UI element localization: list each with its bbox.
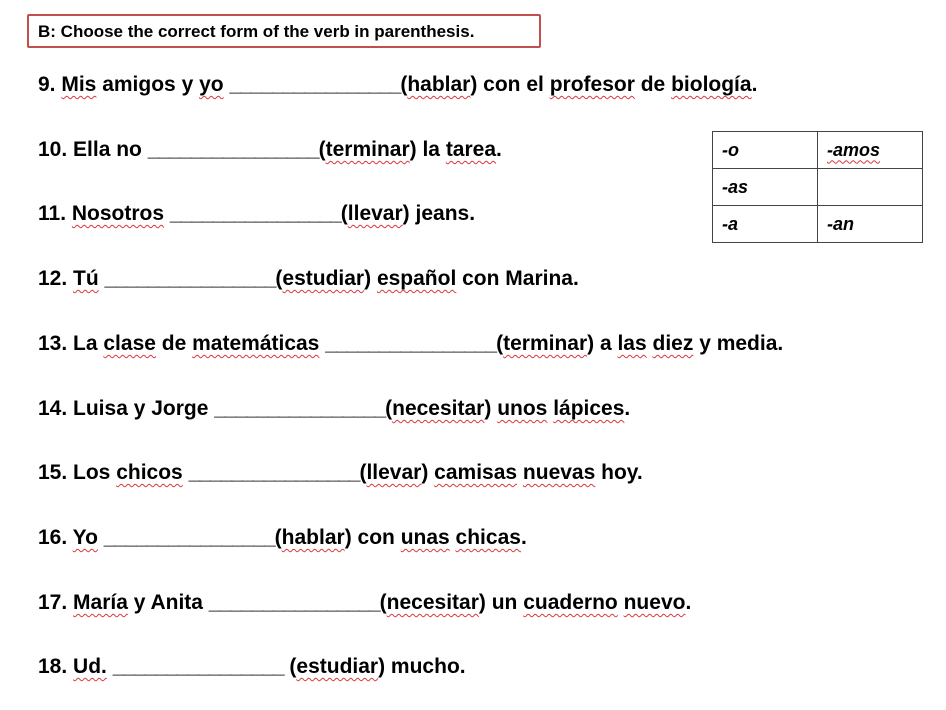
question-text: matemáticas — [192, 332, 320, 355]
question-item — [38, 524, 527, 552]
question-text: necesitar — [392, 397, 485, 420]
question-text: camisas — [434, 461, 518, 484]
instructions-box — [27, 14, 541, 48]
question-text: amigos y — [96, 73, 200, 96]
ending-cell — [818, 206, 923, 243]
question-text: . — [520, 526, 527, 549]
ending-cell — [713, 132, 818, 169]
question-text: María — [73, 591, 128, 614]
question-text: . — [751, 73, 758, 96]
question-item — [38, 330, 783, 358]
question-item — [38, 459, 643, 487]
question-text: ( — [340, 202, 348, 225]
answer-blank: ________________ — [188, 461, 360, 484]
question-text: 12. — [38, 267, 74, 290]
question-item — [38, 136, 502, 164]
question-text: ( — [359, 461, 367, 484]
ending-cell — [818, 132, 923, 169]
question-text: hablar — [407, 73, 471, 96]
question-text: terminar — [325, 138, 410, 161]
question-text: ( — [400, 73, 408, 96]
question-item — [38, 589, 691, 617]
ending-cell — [818, 169, 923, 206]
question-text: 15. Los — [38, 461, 117, 484]
question-text: 17. — [38, 591, 74, 614]
question-text: ( — [283, 655, 297, 678]
question-text: llevar — [366, 461, 422, 484]
question-text: estudiar — [296, 655, 379, 678]
question-text: biología — [671, 73, 752, 96]
ending-text: -an — [827, 213, 854, 234]
question-text: ( — [379, 591, 387, 614]
question-text: necesitar — [386, 591, 479, 614]
question-text: ( — [274, 526, 282, 549]
question-text: 10. Ella no — [38, 138, 148, 161]
question-text: y Anita — [127, 591, 209, 614]
question-text: unos — [497, 397, 548, 420]
question-text: ( — [385, 397, 393, 420]
question-text: yo — [199, 73, 224, 96]
endings-row — [713, 169, 923, 206]
question-text: estudiar — [282, 267, 365, 290]
ending-text: -a — [722, 213, 739, 234]
ending-text: -o — [722, 139, 739, 160]
answer-blank: ________________ — [169, 202, 341, 225]
question-text: 16. — [38, 526, 73, 549]
question-text: ) la — [409, 138, 446, 161]
question-item — [38, 653, 466, 681]
ending-cell — [713, 206, 818, 243]
question-text: hablar — [281, 526, 345, 549]
question-text: 14. Luisa y Jorge — [38, 397, 215, 420]
question-item — [38, 71, 757, 99]
ending-text: -amos — [827, 139, 881, 160]
question-text: ) — [421, 461, 435, 484]
endings-row — [713, 132, 923, 169]
question-text: de — [634, 73, 672, 96]
question-text: Mis — [61, 73, 97, 96]
question-text: profesor — [549, 73, 635, 96]
question-text: con Marina. — [456, 267, 579, 290]
question-item — [38, 395, 630, 423]
question-text: ) a — [587, 332, 618, 355]
question-text: unas — [400, 526, 450, 549]
answer-blank: ________________ — [325, 332, 497, 355]
question-text: ) jeans. — [402, 202, 476, 225]
answer-blank: ________________ — [214, 397, 386, 420]
instructions-text: B: Choose the correct form of the verb in parenthesis. — [38, 22, 475, 41]
answer-blank: ________________ — [103, 526, 275, 549]
question-text: diez — [652, 332, 694, 355]
endings-row — [713, 206, 923, 243]
question-text: ) mucho. — [378, 655, 466, 678]
question-text: terminar — [503, 332, 588, 355]
question-item — [38, 200, 475, 228]
question-text: . — [624, 397, 631, 420]
answer-blank: ________________ — [208, 591, 380, 614]
question-text: 18. — [38, 655, 74, 678]
question-text: nuevas — [522, 461, 596, 484]
question-text: ) — [484, 397, 498, 420]
question-text: ( — [275, 267, 283, 290]
question-text: Ud. — [73, 655, 107, 678]
question-text: ) — [364, 267, 377, 290]
answer-blank: ________________ — [104, 267, 276, 290]
question-text: ( — [496, 332, 504, 355]
question-text: las — [617, 332, 647, 355]
question-text: 11. — [38, 202, 72, 225]
question-text: tarea — [445, 138, 497, 161]
question-text: llevar — [347, 202, 403, 225]
ending-text: -as — [722, 176, 749, 197]
question-text: de — [155, 332, 193, 355]
verb-endings-table — [712, 131, 923, 243]
question-text: español — [376, 267, 457, 290]
question-text: . — [685, 591, 692, 614]
question-item — [38, 265, 579, 293]
question-text: ) un — [478, 591, 524, 614]
question-text: ( — [318, 138, 326, 161]
question-text: ) con — [344, 526, 401, 549]
question-text: lápices — [553, 397, 625, 420]
ending-cell — [713, 169, 818, 206]
answer-blank: ________________ — [112, 655, 284, 678]
question-text: . — [496, 138, 502, 161]
question-text: chicos — [116, 461, 183, 484]
question-text: Tú — [73, 267, 99, 290]
question-text: cuaderno — [523, 591, 618, 614]
question-text: Yo — [72, 526, 98, 549]
question-text: nuevo — [623, 591, 686, 614]
question-text: 13. La — [38, 332, 104, 355]
question-text: ) con el — [470, 73, 550, 96]
question-text: 9. — [38, 73, 62, 96]
question-text: Nosotros — [71, 202, 165, 225]
question-text: y media. — [693, 332, 784, 355]
question-text: hoy. — [595, 461, 643, 484]
question-text: clase — [103, 332, 156, 355]
answer-blank: ________________ — [147, 138, 319, 161]
answer-blank: ________________ — [229, 73, 401, 96]
question-text: chicas — [455, 526, 521, 549]
